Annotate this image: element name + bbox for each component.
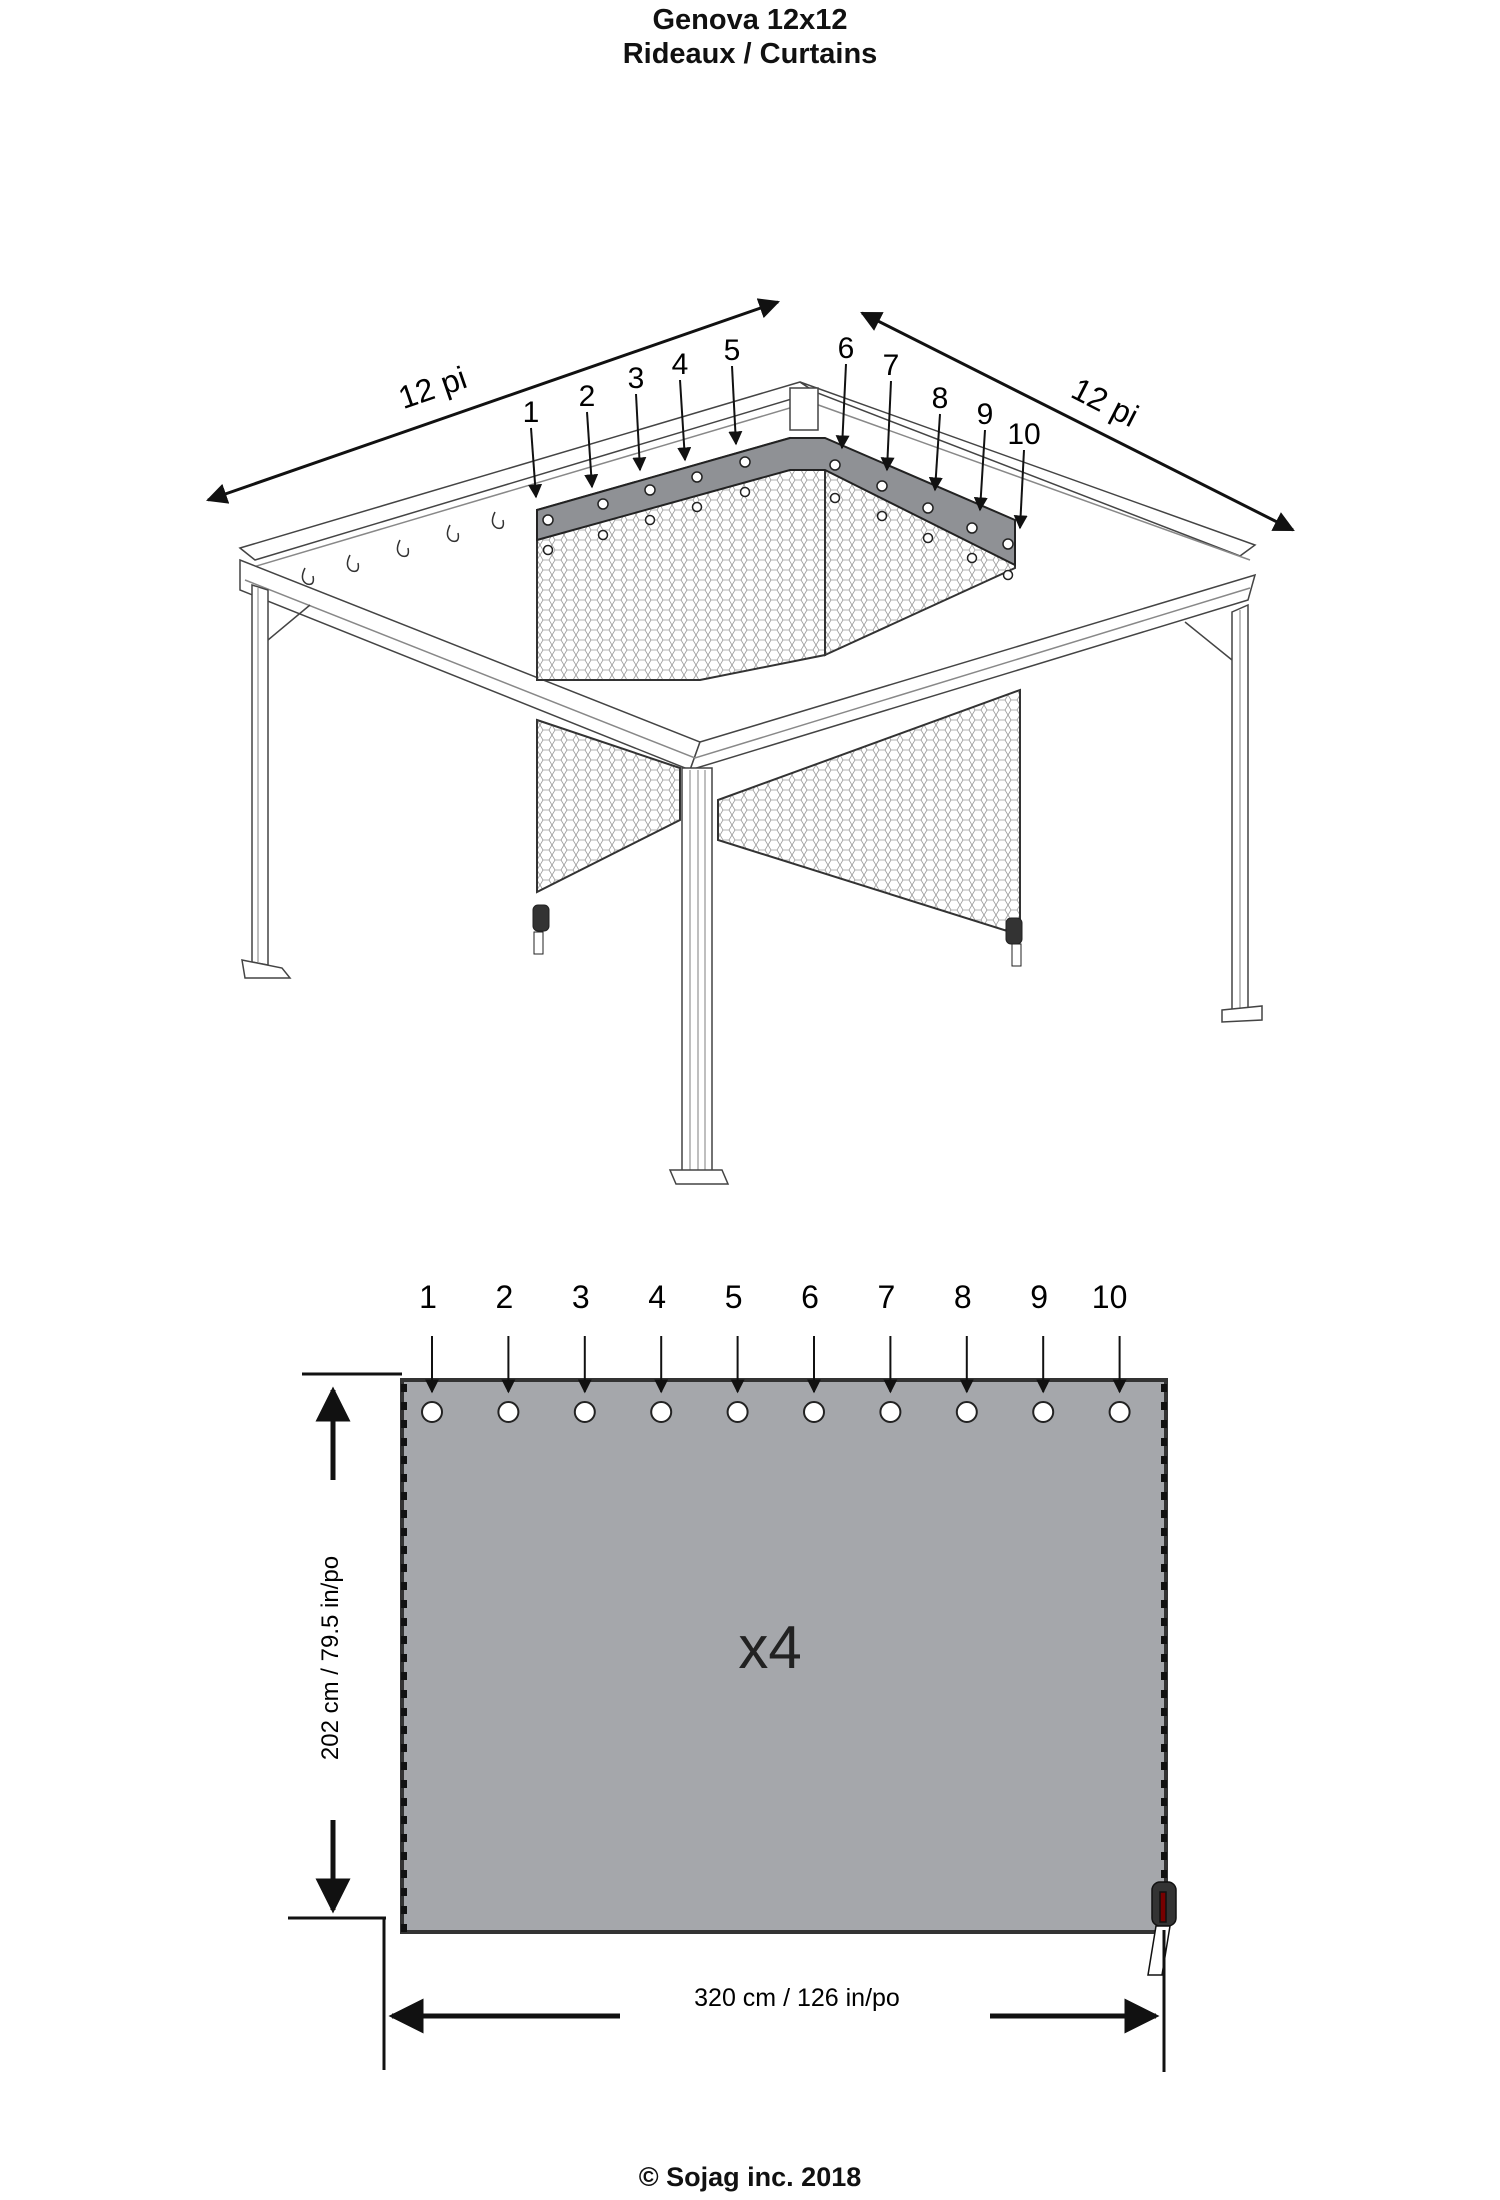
gazebo-side-label-left: 12 pi <box>393 359 472 416</box>
gazebo-side-label-right: 12 pi <box>1065 370 1145 434</box>
panel-grommet-8 <box>957 1402 977 1422</box>
panel-grommet-9 <box>1033 1402 1053 1422</box>
gazebo-hook-leader-9 <box>980 430 985 510</box>
panel-grommet-number-9: 9 <box>1030 1279 1049 1315</box>
diagram-title: Genova 12x12 <box>652 4 848 36</box>
panel-grommet-7 <box>880 1402 900 1422</box>
gazebo-zipper-right <box>1006 918 1022 966</box>
panel-grommet-1 <box>422 1402 442 1422</box>
panel-grommet-number-6: 6 <box>801 1279 819 1315</box>
panel-grommet-number-4: 4 <box>648 1279 667 1315</box>
copyright-footer: © Sojag inc. 2018 <box>638 2162 862 2192</box>
width-dimension-label: 320 cm / 126 in/po <box>694 1984 900 2012</box>
panel-grommet-5 <box>728 1402 748 1422</box>
panel-grommet-callouts <box>419 1279 1127 1392</box>
panel-grommet-2 <box>498 1402 518 1422</box>
panel-grommet-number-1: 1 <box>419 1279 437 1315</box>
gazebo-curtains <box>533 438 1022 966</box>
gazebo-zipper-left <box>533 905 549 954</box>
panel-quantity-label: x4 <box>738 1614 802 1681</box>
height-dimension-label: 202 cm / 79.5 in/po <box>317 1555 344 1761</box>
panel-grommet-6 <box>804 1402 824 1422</box>
gazebo-hook-number-3: 3 <box>627 362 645 395</box>
panel-grommet-3 <box>575 1402 595 1422</box>
panel-grommet-number-5: 5 <box>724 1279 743 1315</box>
post-left <box>252 585 268 965</box>
gazebo-hook-number-8: 8 <box>931 382 949 415</box>
gazebo-hook-number-10: 10 <box>1007 418 1041 451</box>
panel-grommet-number-3: 3 <box>571 1279 590 1315</box>
panel-grommet-number-7: 7 <box>877 1279 896 1315</box>
diagram-subtitle: Rideaux / Curtains <box>622 38 878 70</box>
gazebo-hook-leader-7 <box>887 381 891 470</box>
gazebo-hook-number-4: 4 <box>671 348 689 381</box>
panel-grommet-number-10: 10 <box>1091 1279 1128 1315</box>
post-front <box>682 768 712 1172</box>
gazebo-hook-number-2: 2 <box>578 380 596 413</box>
frame-back-post <box>790 388 818 430</box>
gazebo-hook-number-1: 1 <box>522 396 540 429</box>
panel-grommet-number-2: 2 <box>495 1279 514 1315</box>
panel-grommet-10 <box>1110 1402 1130 1422</box>
gazebo-hook-number-7: 7 <box>882 349 900 382</box>
panel-grommet-4 <box>651 1402 671 1422</box>
panel-grommet-number-8: 8 <box>953 1279 972 1315</box>
gazebo-hook-number-9: 9 <box>976 398 994 431</box>
gazebo-hook-number-5: 5 <box>723 334 741 367</box>
gazebo-hook-leader-6 <box>842 364 846 448</box>
gazebo-hook-leader-8 <box>935 414 940 490</box>
height-dimension <box>288 1374 402 2070</box>
gazebo-hook-number-6: 6 <box>837 332 855 365</box>
